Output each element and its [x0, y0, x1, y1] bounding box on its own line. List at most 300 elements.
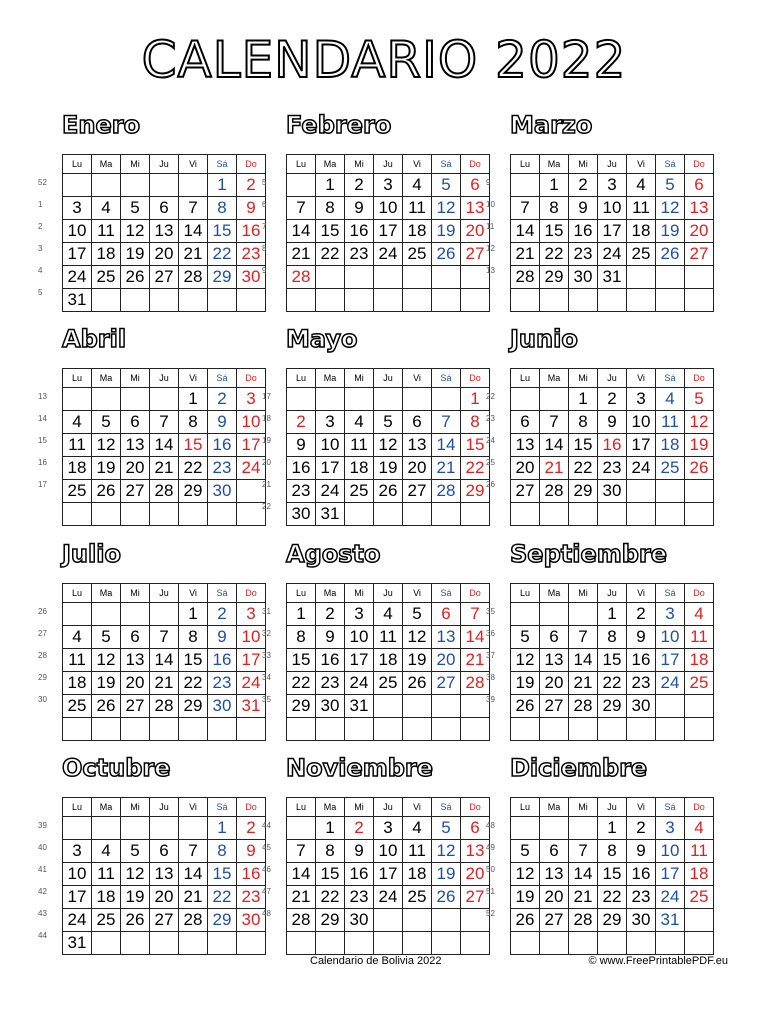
day-cell: 16	[237, 863, 266, 886]
day-cell: 9	[237, 840, 266, 863]
day-cell: 8	[208, 840, 237, 863]
day-cell: 29	[598, 909, 627, 932]
day-cell: 11	[374, 626, 403, 649]
month-octubre	[36, 753, 276, 953]
empty-cell	[287, 718, 316, 741]
day-cell: 3	[237, 603, 266, 626]
day-cell: 5	[511, 626, 540, 649]
weekday-header: Do	[461, 155, 490, 174]
empty-cell	[432, 503, 461, 526]
day-cell: 17	[237, 434, 266, 457]
weekday-header: Mi	[569, 155, 598, 174]
day-cell: 24	[656, 886, 685, 909]
week-number: 23	[486, 414, 495, 423]
day-cell: 31	[656, 909, 685, 932]
day-cell: 18	[685, 863, 714, 886]
month-marzo	[484, 110, 724, 310]
day-cell: 1	[540, 174, 569, 197]
empty-cell	[179, 817, 208, 840]
weekday-header: Vi	[403, 155, 432, 174]
empty-cell	[374, 289, 403, 312]
weekday-header: Ju	[150, 584, 179, 603]
day-cell: 24	[656, 672, 685, 695]
empty-cell	[627, 718, 656, 741]
day-cell: 18	[685, 649, 714, 672]
empty-cell	[403, 718, 432, 741]
month-enero	[36, 110, 276, 310]
week-number: 12	[486, 244, 495, 253]
day-cell: 11	[92, 863, 121, 886]
weekday-header: Ma	[540, 369, 569, 388]
weekday-header: Vi	[627, 369, 656, 388]
day-cell: 20	[540, 672, 569, 695]
day-cell: 20	[121, 672, 150, 695]
day-cell: 26	[374, 480, 403, 503]
day-cell: 13	[540, 863, 569, 886]
day-cell: 31	[316, 503, 345, 526]
day-cell: 26	[92, 695, 121, 718]
day-cell: 11	[656, 411, 685, 434]
week-number: 52	[38, 178, 47, 187]
day-cell: 20	[461, 220, 490, 243]
day-cell: 24	[316, 480, 345, 503]
day-cell: 25	[685, 672, 714, 695]
empty-cell	[511, 503, 540, 526]
empty-cell	[92, 289, 121, 312]
day-cell: 27	[461, 243, 490, 266]
week-number: 27	[38, 629, 47, 638]
weekday-header: Sá	[656, 155, 685, 174]
day-cell: 10	[656, 840, 685, 863]
day-cell: 28	[432, 480, 461, 503]
day-cell: 8	[598, 840, 627, 863]
day-cell: 27	[461, 886, 490, 909]
weekday-header: Sá	[208, 369, 237, 388]
empty-cell	[432, 266, 461, 289]
day-cell: 14	[432, 434, 461, 457]
day-cell: 23	[287, 480, 316, 503]
empty-cell	[345, 388, 374, 411]
day-cell: 18	[403, 863, 432, 886]
empty-cell	[403, 289, 432, 312]
day-cell: 17	[316, 457, 345, 480]
day-cell: 10	[316, 434, 345, 457]
day-cell: 17	[627, 434, 656, 457]
week-numbers	[260, 797, 286, 947]
day-cell: 20	[150, 886, 179, 909]
empty-cell	[403, 503, 432, 526]
day-cell: 8	[179, 411, 208, 434]
day-cell: 23	[208, 672, 237, 695]
weekday-header: Ma	[540, 155, 569, 174]
day-cell: 15	[208, 220, 237, 243]
day-cell: 26	[511, 695, 540, 718]
day-cell: 4	[403, 817, 432, 840]
day-cell: 26	[432, 243, 461, 266]
weekday-header: Lu	[511, 798, 540, 817]
empty-cell	[403, 388, 432, 411]
day-cell: 12	[432, 840, 461, 863]
day-cell: 18	[627, 220, 656, 243]
day-cell: 17	[374, 220, 403, 243]
day-cell: 5	[121, 840, 150, 863]
month-table	[510, 797, 714, 955]
empty-cell	[432, 388, 461, 411]
day-cell: 14	[511, 220, 540, 243]
week-number	[484, 282, 510, 304]
day-cell: 2	[345, 174, 374, 197]
week-number: 33	[262, 651, 271, 660]
day-cell: 28	[287, 909, 316, 932]
day-cell: 27	[121, 480, 150, 503]
day-cell: 7	[569, 626, 598, 649]
empty-cell	[63, 817, 92, 840]
day-cell: 16	[569, 220, 598, 243]
week-number: 30	[38, 695, 47, 704]
weekday-header: Ju	[374, 369, 403, 388]
day-cell: 27	[432, 672, 461, 695]
weekday-header: Lu	[511, 584, 540, 603]
day-cell: 21	[179, 886, 208, 909]
empty-cell	[374, 388, 403, 411]
day-cell: 21	[287, 886, 316, 909]
week-number: 26	[38, 607, 47, 616]
day-cell: 6	[685, 174, 714, 197]
weekday-header: Mi	[121, 369, 150, 388]
week-number: 48	[486, 821, 495, 830]
day-cell: 15	[598, 863, 627, 886]
day-cell: 28	[511, 266, 540, 289]
weekday-header: Lu	[287, 369, 316, 388]
day-cell: 12	[92, 649, 121, 672]
empty-cell	[685, 480, 714, 503]
day-cell: 30	[569, 266, 598, 289]
week-number: 43	[38, 909, 47, 918]
empty-cell	[598, 289, 627, 312]
weekday-header: Lu	[63, 584, 92, 603]
day-cell: 19	[92, 457, 121, 480]
empty-cell	[150, 174, 179, 197]
weekday-header: Ju	[598, 369, 627, 388]
day-cell: 10	[63, 863, 92, 886]
day-cell: 15	[569, 434, 598, 457]
empty-cell	[685, 718, 714, 741]
day-cell: 20	[150, 243, 179, 266]
day-cell: 26	[511, 909, 540, 932]
day-cell: 14	[150, 434, 179, 457]
day-cell: 18	[63, 457, 92, 480]
day-cell: 28	[461, 672, 490, 695]
day-cell: 23	[237, 886, 266, 909]
weekday-header: Ma	[316, 155, 345, 174]
empty-cell	[540, 388, 569, 411]
day-cell: 14	[461, 626, 490, 649]
day-cell: 29	[316, 909, 345, 932]
day-cell: 12	[403, 626, 432, 649]
weekday-header: Vi	[179, 369, 208, 388]
month-table	[62, 583, 266, 741]
empty-cell	[374, 718, 403, 741]
day-cell: 7	[461, 603, 490, 626]
day-cell: 7	[511, 197, 540, 220]
empty-cell	[627, 289, 656, 312]
day-cell: 22	[316, 886, 345, 909]
week-number: 44	[262, 821, 271, 830]
day-cell: 2	[208, 603, 237, 626]
week-number: 34	[262, 673, 271, 682]
day-cell: 3	[374, 817, 403, 840]
empty-cell	[92, 718, 121, 741]
day-cell: 27	[150, 266, 179, 289]
weekday-header: Ma	[316, 369, 345, 388]
day-cell: 27	[540, 695, 569, 718]
empty-cell	[179, 174, 208, 197]
weekday-header: Vi	[627, 155, 656, 174]
day-cell: 27	[121, 695, 150, 718]
empty-cell	[121, 718, 150, 741]
day-cell: 26	[432, 886, 461, 909]
week-number: 22	[262, 502, 271, 511]
day-cell: 21	[569, 886, 598, 909]
day-cell: 27	[511, 480, 540, 503]
month-name: Marzo	[510, 111, 593, 139]
footer-caption: Calendario de Bolivia 2022	[310, 955, 442, 967]
day-cell: 25	[656, 457, 685, 480]
day-cell: 6	[461, 174, 490, 197]
day-cell: 15	[287, 649, 316, 672]
day-cell: 5	[432, 817, 461, 840]
month-name: Septiembre	[510, 540, 668, 568]
day-cell: 10	[345, 626, 374, 649]
empty-cell	[150, 388, 179, 411]
empty-cell	[685, 909, 714, 932]
day-cell: 17	[63, 886, 92, 909]
day-cell: 30	[345, 909, 374, 932]
day-cell: 1	[598, 603, 627, 626]
day-cell: 7	[540, 411, 569, 434]
weekday-header: Sá	[656, 584, 685, 603]
day-cell: 29	[208, 266, 237, 289]
day-cell: 6	[511, 411, 540, 434]
day-cell: 15	[461, 434, 490, 457]
day-cell: 30	[627, 909, 656, 932]
week-number: 9	[486, 178, 491, 187]
month-name: Noviembre	[286, 754, 434, 782]
week-number: 32	[262, 629, 271, 638]
empty-cell	[316, 718, 345, 741]
day-cell: 18	[403, 220, 432, 243]
day-cell: 22	[598, 886, 627, 909]
day-cell: 6	[150, 197, 179, 220]
week-number: 29	[38, 673, 47, 682]
week-number	[260, 711, 286, 733]
day-cell: 29	[461, 480, 490, 503]
day-cell: 9	[208, 411, 237, 434]
day-cell: 5	[92, 411, 121, 434]
empty-cell	[63, 503, 92, 526]
empty-cell	[540, 932, 569, 955]
weekday-header: Vi	[179, 798, 208, 817]
day-cell: 9	[598, 411, 627, 434]
week-numbers	[484, 583, 510, 733]
empty-cell	[403, 909, 432, 932]
empty-cell	[569, 503, 598, 526]
week-number: 16	[38, 458, 47, 467]
month-mayo	[260, 324, 500, 524]
day-cell: 24	[237, 672, 266, 695]
day-cell: 23	[345, 243, 374, 266]
weekday-header: Sá	[432, 798, 461, 817]
day-cell: 7	[179, 840, 208, 863]
empty-cell	[540, 718, 569, 741]
week-number	[36, 711, 62, 733]
day-cell: 25	[403, 886, 432, 909]
day-cell: 12	[121, 220, 150, 243]
day-cell: 19	[511, 672, 540, 695]
day-cell: 13	[150, 220, 179, 243]
month-table	[510, 583, 714, 741]
week-number: 14	[38, 414, 47, 423]
day-cell: 13	[403, 434, 432, 457]
day-cell: 14	[540, 434, 569, 457]
empty-cell	[511, 289, 540, 312]
day-cell: 21	[511, 243, 540, 266]
day-cell: 23	[316, 672, 345, 695]
week-number: 21	[262, 480, 271, 489]
day-cell: 15	[208, 863, 237, 886]
day-cell: 30	[237, 909, 266, 932]
day-cell: 9	[627, 626, 656, 649]
day-cell: 25	[63, 695, 92, 718]
day-cell: 22	[540, 243, 569, 266]
empty-cell	[345, 503, 374, 526]
day-cell: 25	[92, 909, 121, 932]
month-name: Abril	[62, 325, 127, 353]
empty-cell	[656, 695, 685, 718]
empty-cell	[511, 603, 540, 626]
weekday-header: Lu	[63, 369, 92, 388]
weekday-header: Ma	[92, 584, 121, 603]
day-cell: 31	[63, 289, 92, 312]
weekday-header: Ma	[540, 584, 569, 603]
day-cell: 16	[627, 649, 656, 672]
week-number: 17	[38, 480, 47, 489]
day-cell: 3	[656, 817, 685, 840]
day-cell: 6	[403, 411, 432, 434]
empty-cell	[432, 909, 461, 932]
empty-cell	[403, 932, 432, 955]
day-cell: 16	[345, 863, 374, 886]
day-cell: 4	[63, 411, 92, 434]
month-septiembre	[484, 539, 724, 739]
weekday-header: Ju	[598, 155, 627, 174]
weekday-header: Mi	[345, 155, 374, 174]
weekday-header: Do	[461, 798, 490, 817]
empty-cell	[92, 603, 121, 626]
week-number: 5	[38, 288, 43, 297]
week-number: 19	[262, 436, 271, 445]
month-table	[62, 797, 266, 955]
day-cell: 29	[569, 480, 598, 503]
page-title: CALENDARIO 2022	[141, 31, 627, 89]
weekday-header: Vi	[627, 798, 656, 817]
day-cell: 29	[287, 695, 316, 718]
empty-cell	[656, 503, 685, 526]
day-cell: 11	[685, 840, 714, 863]
day-cell: 4	[92, 197, 121, 220]
day-cell: 2	[598, 388, 627, 411]
day-cell: 7	[287, 840, 316, 863]
day-cell: 24	[345, 672, 374, 695]
day-cell: 4	[656, 388, 685, 411]
week-number: 36	[486, 629, 495, 638]
day-cell: 1	[208, 817, 237, 840]
day-cell: 22	[461, 457, 490, 480]
day-cell: 30	[208, 480, 237, 503]
day-cell: 21	[179, 243, 208, 266]
empty-cell	[432, 695, 461, 718]
day-cell: 22	[208, 886, 237, 909]
day-cell: 20	[511, 457, 540, 480]
empty-cell	[287, 932, 316, 955]
weekday-header: Vi	[179, 155, 208, 174]
day-cell: 2	[287, 411, 316, 434]
week-numbers	[36, 368, 62, 518]
week-number: 18	[262, 414, 271, 423]
empty-cell	[540, 289, 569, 312]
month-name: Enero	[62, 111, 141, 139]
day-cell: 25	[627, 243, 656, 266]
weekday-header: Ma	[540, 798, 569, 817]
day-cell: 2	[627, 817, 656, 840]
day-cell: 13	[685, 197, 714, 220]
day-cell: 6	[432, 603, 461, 626]
week-number: 35	[262, 695, 271, 704]
day-cell: 1	[316, 817, 345, 840]
day-cell: 22	[179, 457, 208, 480]
empty-cell	[540, 603, 569, 626]
day-cell: 8	[208, 197, 237, 220]
day-cell: 28	[179, 909, 208, 932]
week-number	[260, 282, 286, 304]
weekday-header: Mi	[121, 798, 150, 817]
weekday-header: Do	[461, 584, 490, 603]
day-cell: 13	[121, 434, 150, 457]
empty-cell	[208, 932, 237, 955]
empty-cell	[403, 266, 432, 289]
day-cell: 28	[287, 266, 316, 289]
day-cell: 21	[569, 672, 598, 695]
day-cell: 18	[63, 672, 92, 695]
day-cell: 1	[461, 388, 490, 411]
day-cell: 31	[63, 932, 92, 955]
day-cell: 7	[432, 411, 461, 434]
weekday-header: Do	[237, 155, 266, 174]
weekday-header: Do	[685, 584, 714, 603]
day-cell: 11	[627, 197, 656, 220]
week-numbers	[260, 583, 286, 733]
day-cell: 5	[432, 174, 461, 197]
month-table	[62, 154, 266, 312]
day-cell: 9	[287, 434, 316, 457]
week-number: 28	[38, 651, 47, 660]
day-cell: 2	[345, 817, 374, 840]
day-cell: 25	[92, 266, 121, 289]
day-cell: 16	[598, 434, 627, 457]
empty-cell	[121, 503, 150, 526]
empty-cell	[150, 603, 179, 626]
day-cell: 14	[179, 863, 208, 886]
